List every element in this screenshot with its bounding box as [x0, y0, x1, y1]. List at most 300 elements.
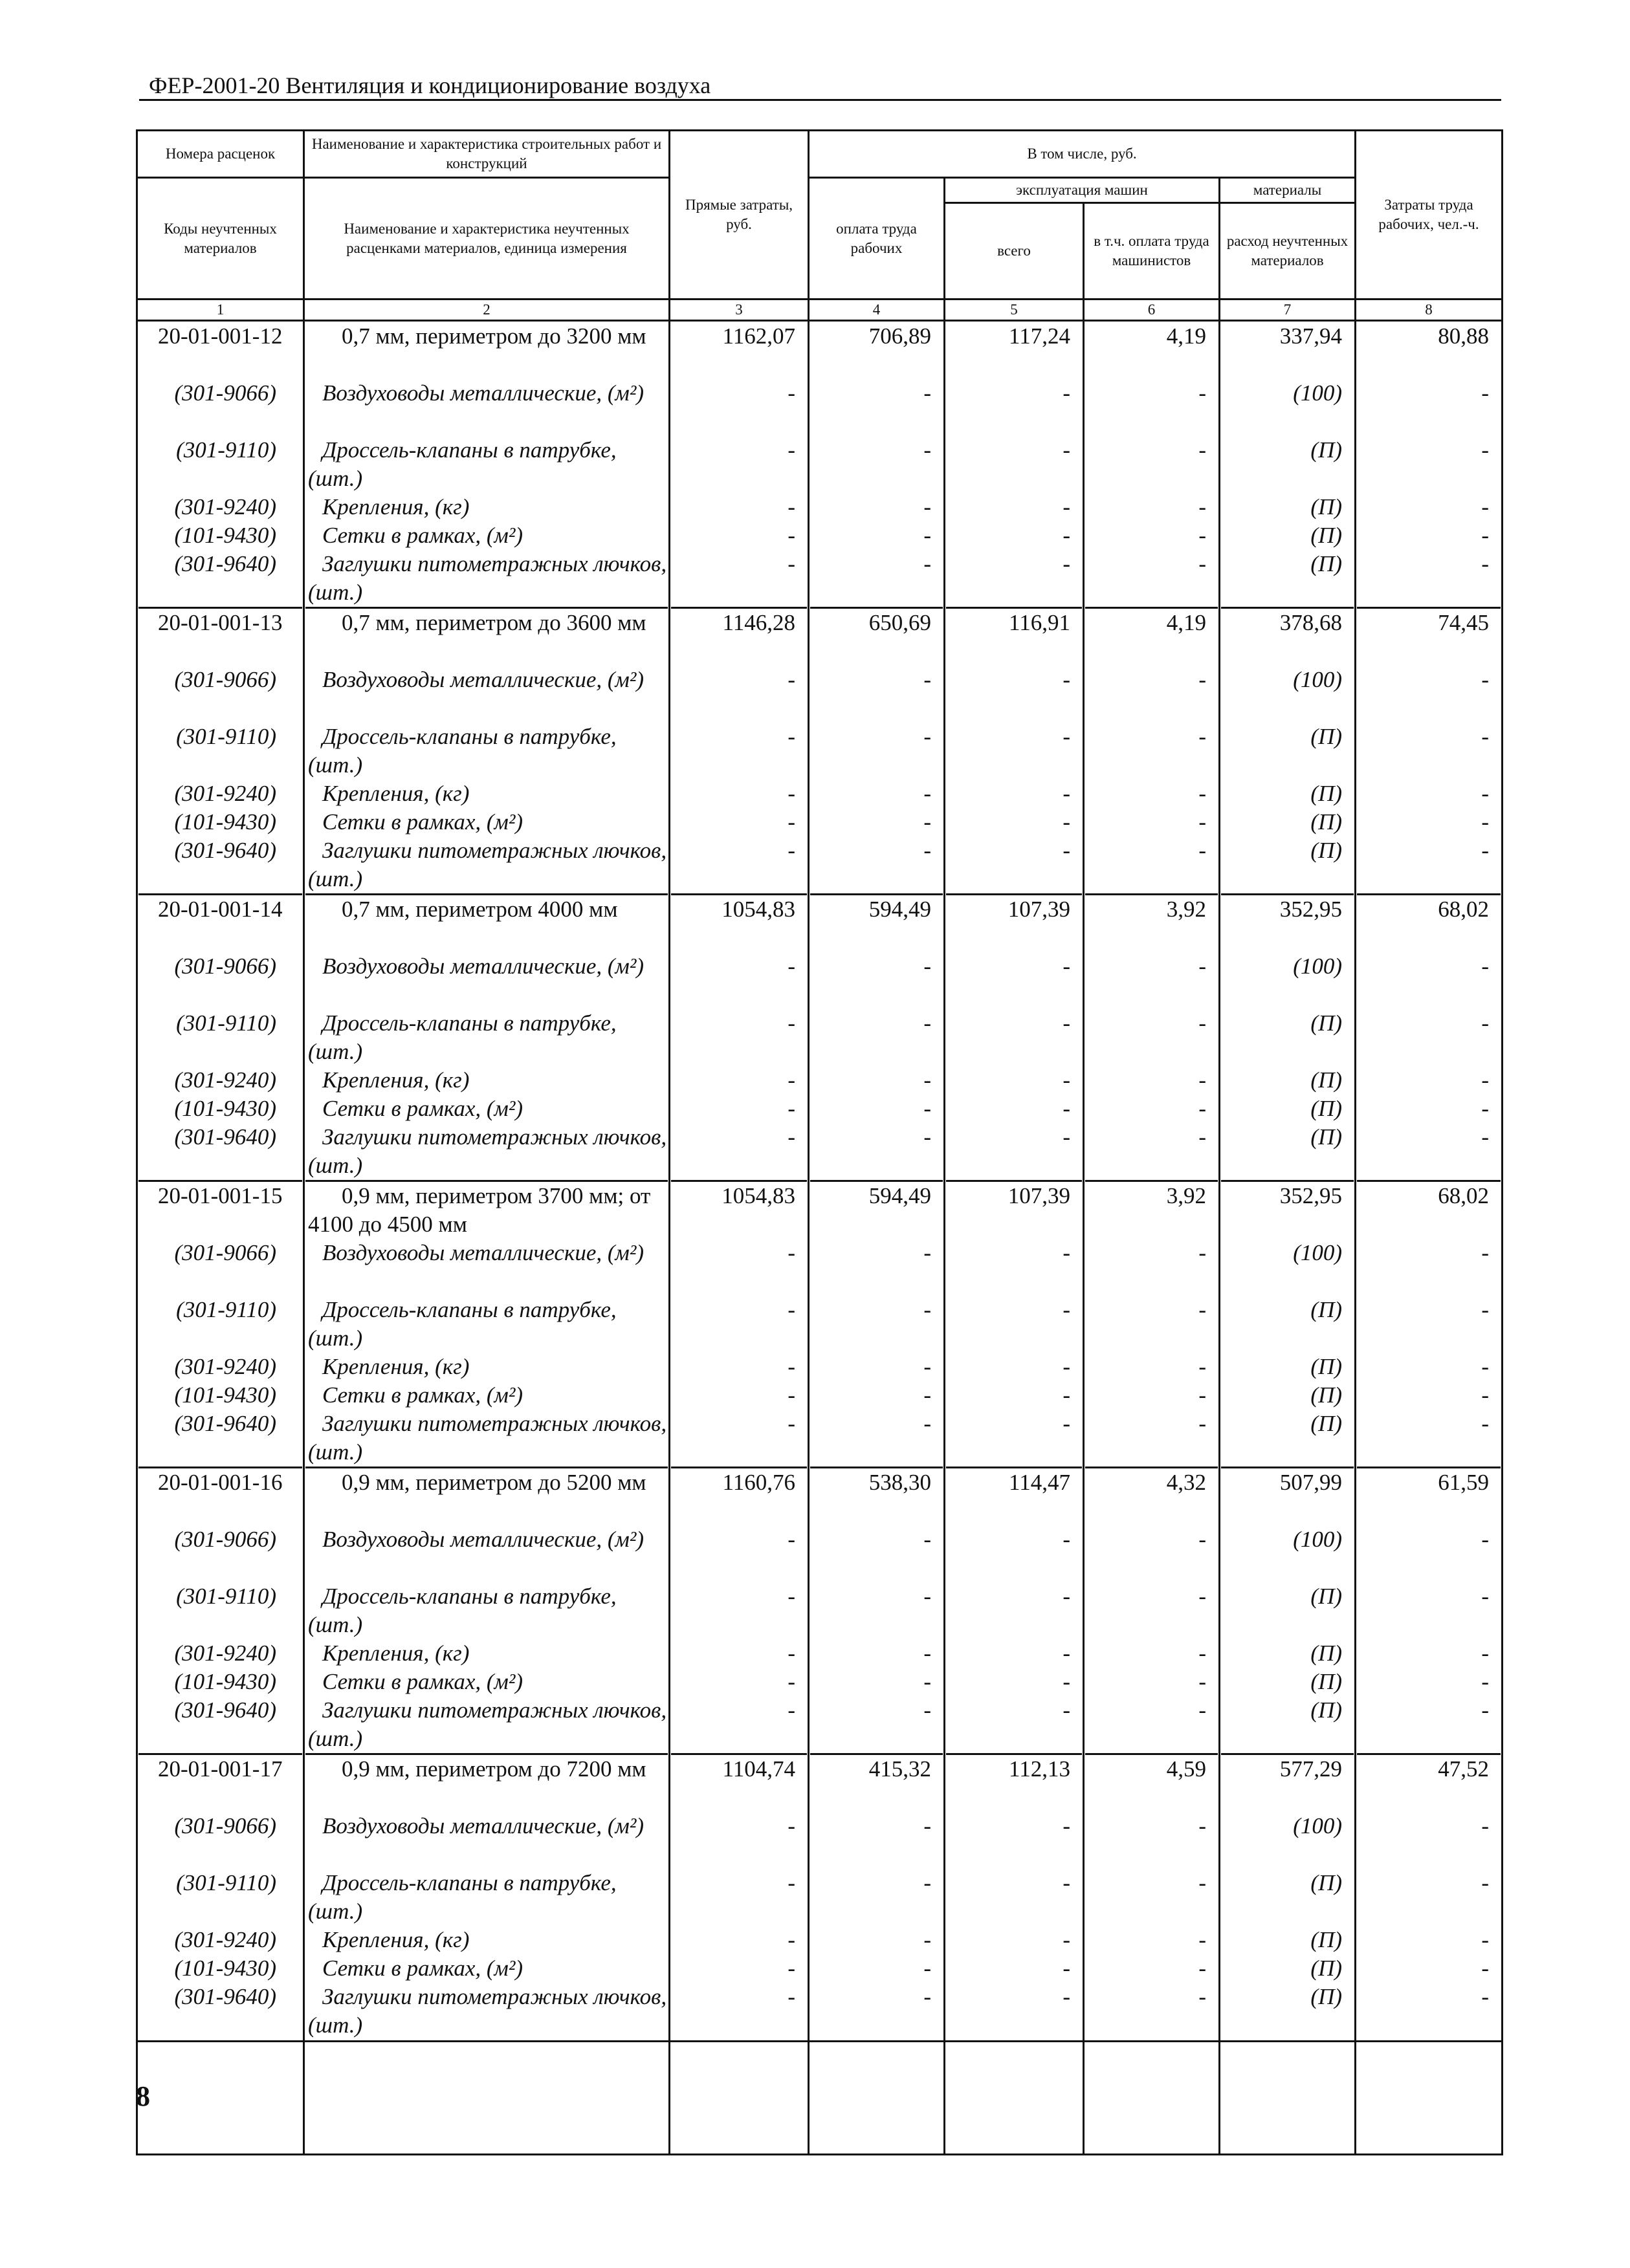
empty-value-dash: - [1063, 838, 1070, 863]
empty-value-dash: - [1481, 724, 1490, 749]
empty-value-dash: - [1198, 1096, 1206, 1121]
material-name: Воздуховоды металлические, (м²) [322, 380, 644, 406]
material-name: Заглушки питометражных лючков, (шт.) [308, 551, 667, 605]
machine-total-value: 107,39 [946, 893, 1082, 952]
material-name: Крепления, (кг) [322, 1354, 470, 1379]
direct-cost-value: 1162,07 [722, 323, 795, 349]
empty-value-dash: - [923, 380, 931, 406]
material-name: Дроссель-клапаны в патрубке, (шт.) [308, 1584, 617, 1637]
material-name: Воздуховоды металлические, (м²) [322, 1527, 644, 1552]
material-name: Сетки в рамках, (м²) [322, 1096, 523, 1121]
empty-value-dash: - [1198, 1382, 1206, 1408]
empty-value-dash: - [923, 781, 931, 806]
labor-hours-value: 68,02 [1357, 1180, 1501, 1239]
empty-value-dash: - [1481, 1382, 1490, 1408]
empty-value-dash: - [1481, 1067, 1490, 1093]
empty-value-dash: - [1063, 1010, 1070, 1036]
empty-value-dash: - [787, 1813, 795, 1838]
material-code: (301-9110) [176, 1010, 276, 1036]
empty-value-dash: - [1481, 494, 1490, 519]
empty-value-dash: - [787, 494, 795, 519]
empty-value-dash: - [923, 1527, 931, 1552]
material-name: Воздуховоды металлические, (м²) [322, 1240, 644, 1265]
material-name: Сетки в рамках, (м²) [322, 1382, 523, 1408]
material-quantity: (П) [1310, 551, 1343, 576]
material-name: Заглушки питометражных лючков, (шт.) [308, 1984, 667, 2038]
labor-pay-value: 706,89 [868, 323, 931, 349]
empty-value-dash: - [1198, 551, 1206, 576]
empty-value-dash: - [1063, 1984, 1070, 2009]
empty-value-dash: - [1063, 1067, 1070, 1093]
empty-value-dash: - [1481, 1096, 1490, 1121]
material-quantity: (П) [1310, 1382, 1343, 1408]
empty-value-dash: - [1198, 494, 1206, 519]
material-name: Воздуховоды металлические, (м²) [322, 954, 644, 979]
rate-code: 20-01-001-17 [138, 1753, 302, 1812]
empty-value-dash: - [1063, 380, 1070, 406]
work-name: 0,7 мм, периметром до 3600 мм [305, 607, 668, 666]
empty-value-dash: - [1063, 523, 1070, 548]
labor-hours-value: 61,59 [1357, 1467, 1501, 1525]
material-code: (301-9640) [174, 1411, 276, 1436]
empty-value-dash: - [1198, 1984, 1206, 2009]
empty-value-dash: - [1481, 809, 1490, 834]
empty-value-dash: - [1481, 1584, 1490, 1609]
rate-code: 20-01-001-16 [138, 1467, 302, 1525]
column-number: 2 [304, 300, 670, 321]
empty-value-dash: - [1481, 781, 1490, 806]
empty-value-dash: - [923, 1411, 931, 1436]
empty-value-dash: - [787, 1584, 795, 1609]
empty-value-dash: - [787, 1124, 795, 1150]
empty-value-dash: - [1198, 1010, 1206, 1036]
empty-value-dash: - [1063, 1096, 1070, 1121]
column-number: 7 [1220, 300, 1356, 321]
material-code: (301-9110) [176, 724, 276, 749]
machine-total-value: 117,24 [1009, 323, 1070, 349]
machine-total-column [945, 321, 1084, 2042]
rate-code: 20-01-001-15 [138, 1180, 302, 1239]
empty-value-dash: - [923, 1813, 931, 1838]
empty-value-dash: - [1481, 954, 1490, 979]
direct-cost-value: 1146,28 [671, 607, 807, 666]
empty-value-dash: - [1481, 1527, 1490, 1552]
empty-value-dash: - [1198, 1527, 1206, 1552]
labor-pay-value: 538,30 [810, 1467, 943, 1525]
material-quantity: (П) [1310, 1927, 1343, 1952]
empty-value-dash: - [1198, 809, 1206, 834]
empty-value-dash: - [1198, 1354, 1206, 1379]
materials-column [1220, 321, 1356, 2042]
material-quantity: (100) [1293, 380, 1343, 406]
empty-value-dash: - [1198, 1669, 1206, 1694]
material-code: (101-9430) [174, 523, 276, 548]
material-name: Крепления, (кг) [322, 781, 470, 806]
empty-value-dash: - [1481, 1411, 1490, 1436]
material-code: (301-9066) [174, 1527, 276, 1552]
material-name: Дроссель-клапаны в патрубке, (шт.) [308, 724, 617, 778]
empty-value-dash: - [923, 1096, 931, 1121]
material-name: Воздуховоды металлические, (м²) [322, 667, 644, 692]
header-machine-total: всего [945, 203, 1084, 300]
empty-value-dash: - [1063, 809, 1070, 834]
header-machine-operation: эксплуатация машин [945, 178, 1220, 203]
empty-value-dash: - [1198, 380, 1206, 406]
empty-value-dash: - [1198, 1813, 1206, 1838]
work-names-column [304, 321, 670, 2042]
material-code: (301-9066) [174, 1813, 276, 1838]
empty-value-dash: - [787, 1096, 795, 1121]
empty-value-dash: - [923, 1354, 931, 1379]
empty-value-dash: - [923, 1067, 931, 1093]
direct-cost-value: 1160,76 [671, 1467, 807, 1525]
empty-value-dash: - [787, 781, 795, 806]
empty-value-dash: - [787, 1641, 795, 1666]
empty-value-dash: - [1481, 523, 1490, 548]
rate-code: 20-01-001-12 [158, 323, 283, 349]
empty-value-dash: - [1063, 437, 1070, 463]
material-code: (301-9240) [174, 1354, 276, 1379]
empty-value-dash: - [1063, 1697, 1070, 1723]
header-material-name: Наименование и характеристика неучтенных расценками материалов, единица измерения [304, 178, 670, 300]
empty-value-dash: - [787, 954, 795, 979]
empty-value-dash: - [787, 838, 795, 863]
material-code: (301-9640) [174, 551, 276, 576]
material-code: (301-9110) [176, 437, 276, 463]
empty-value-dash: - [1063, 1641, 1070, 1666]
empty-value-dash: - [787, 1067, 795, 1093]
material-name: Дроссель-клапаны в патрубке, (шт.) [308, 1870, 617, 1924]
document-header: ФЕР-2001-20 Вентиляция и кондиционирование воздуха [149, 72, 711, 98]
machine-total-value: 107,39 [946, 1180, 1082, 1239]
empty-value-dash: - [1481, 1669, 1490, 1694]
empty-value-dash: - [1198, 1584, 1206, 1609]
material-quantity: (П) [1310, 724, 1343, 749]
empty-value-dash: - [1481, 838, 1490, 863]
material-quantity: (П) [1310, 1956, 1343, 1981]
header-direct-costs: Прямые затраты, руб. [670, 131, 809, 300]
empty-value-dash: - [1063, 954, 1070, 979]
materials-value: 378,68 [1221, 607, 1354, 666]
machinist-pay-value: 4,19 [1085, 607, 1218, 666]
empty-value-dash: - [1198, 1641, 1206, 1666]
empty-value-dash: - [923, 523, 931, 548]
empty-value-dash: - [1063, 667, 1070, 692]
empty-value-dash: - [1198, 781, 1206, 806]
material-code: (301-9240) [174, 1641, 276, 1666]
machine-total-value: 112,13 [946, 1753, 1082, 1812]
material-name: Крепления, (кг) [322, 1641, 470, 1666]
empty-value-dash: - [1481, 380, 1490, 406]
material-quantity: (П) [1310, 1641, 1343, 1666]
empty-value-dash: - [1198, 1124, 1206, 1150]
empty-value-dash: - [923, 1382, 931, 1408]
empty-value-dash: - [787, 1240, 795, 1265]
materials-value: 507,99 [1221, 1467, 1354, 1525]
material-quantity: (П) [1310, 1124, 1343, 1150]
empty-value-dash: - [1198, 523, 1206, 548]
material-name: Заглушки питометражных лючков, (шт.) [308, 1411, 667, 1465]
empty-value-dash: - [1481, 1697, 1490, 1723]
empty-value-dash: - [1063, 1240, 1070, 1265]
machine-total-value: 116,91 [946, 607, 1082, 666]
material-quantity: (П) [1310, 1870, 1343, 1895]
material-name: Сетки в рамках, (м²) [322, 1669, 523, 1694]
material-name: Крепления, (кг) [322, 494, 470, 519]
empty-value-dash: - [1481, 667, 1490, 692]
column-number: 8 [1356, 300, 1503, 321]
material-quantity: (П) [1310, 494, 1343, 519]
labor-pay-column [809, 321, 945, 2042]
empty-value-dash: - [787, 1697, 795, 1723]
empty-value-dash: - [1481, 437, 1490, 463]
empty-value-dash: - [923, 1240, 931, 1265]
header-machinist-pay: в т.ч. оплата труда машинистов [1084, 203, 1220, 300]
empty-value-dash: - [923, 1697, 931, 1723]
material-name: Сетки в рамках, (м²) [322, 523, 523, 548]
material-name: Дроссель-клапаны в патрубке, (шт.) [308, 1010, 617, 1064]
header-labor-pay: оплата труда рабочих [809, 178, 945, 300]
material-quantity: (П) [1310, 1984, 1343, 2009]
empty-value-dash: - [1063, 781, 1070, 806]
empty-value-dash: - [787, 1382, 795, 1408]
empty-value-dash: - [787, 1927, 795, 1952]
empty-value-dash: - [1063, 1382, 1070, 1408]
material-quantity: (П) [1310, 1067, 1343, 1093]
table-body-row [137, 321, 1503, 2042]
labor-hours-value: 68,02 [1357, 893, 1501, 952]
material-code: (101-9430) [174, 809, 276, 834]
empty-value-dash: - [923, 1010, 931, 1036]
empty-value-dash: - [787, 1956, 795, 1981]
empty-value-dash: - [923, 1641, 931, 1666]
work-name: 0,7 мм, периметром до 3200 мм [342, 323, 646, 349]
material-code: (301-9110) [176, 1584, 276, 1609]
empty-value-dash: - [1481, 1870, 1490, 1895]
page-number: 8 [136, 2080, 150, 2112]
empty-value-dash: - [787, 380, 795, 406]
empty-value-dash: - [1063, 724, 1070, 749]
empty-value-dash: - [1198, 667, 1206, 692]
machinist-pay-value: 4,32 [1085, 1467, 1218, 1525]
empty-value-dash: - [1481, 551, 1490, 576]
empty-value-dash: - [1198, 838, 1206, 863]
empty-value-dash: - [1063, 1956, 1070, 1981]
empty-value-dash: - [1481, 1927, 1490, 1952]
empty-value-dash: - [1198, 1956, 1206, 1981]
header-including: В том числе, руб. [809, 131, 1356, 178]
materials-value: 352,95 [1221, 1180, 1354, 1239]
material-name: Крепления, (кг) [322, 1067, 470, 1093]
material-code: (101-9430) [174, 1669, 276, 1694]
header-work-name: Наименование и характеристика строительных работ и конструкций [304, 131, 670, 178]
materials-value: 577,29 [1221, 1753, 1354, 1812]
empty-value-dash: - [1481, 1813, 1490, 1838]
empty-value-dash: - [1063, 494, 1070, 519]
material-quantity: (П) [1310, 1411, 1343, 1436]
empty-value-dash: - [787, 523, 795, 548]
empty-value-dash: - [923, 954, 931, 979]
empty-value-dash: - [1063, 1297, 1070, 1322]
material-quantity: (100) [1293, 1240, 1343, 1265]
direct-cost-value: 1054,83 [671, 893, 807, 952]
column-number: 5 [945, 300, 1084, 321]
empty-value-dash: - [787, 551, 795, 576]
empty-value-dash: - [1481, 1956, 1490, 1981]
empty-value-dash: - [787, 1411, 795, 1436]
material-quantity: (П) [1310, 781, 1343, 806]
column-number: 1 [137, 300, 304, 321]
labor-hours-column [1356, 321, 1503, 2042]
material-quantity: (100) [1293, 1813, 1343, 1838]
empty-value-dash: - [923, 724, 931, 749]
rate-codes-column [137, 321, 304, 2042]
empty-value-dash: - [1063, 1870, 1070, 1895]
rates-table [136, 129, 1503, 2155]
material-quantity: (П) [1310, 1584, 1343, 1609]
material-quantity: (П) [1310, 437, 1343, 463]
material-quantity: (П) [1310, 1354, 1343, 1379]
empty-value-dash: - [1063, 1124, 1070, 1150]
machinist-pay-value: 3,92 [1085, 1180, 1218, 1239]
material-code: (301-9640) [174, 838, 276, 863]
empty-value-dash: - [1198, 724, 1206, 749]
labor-hours-value: 74,45 [1357, 607, 1501, 666]
material-quantity: (П) [1310, 1010, 1343, 1036]
material-name: Воздуховоды металлические, (м²) [322, 1813, 644, 1838]
empty-value-dash: - [1481, 1010, 1490, 1036]
material-quantity: (П) [1310, 1096, 1343, 1121]
empty-value-dash: - [1198, 1870, 1206, 1895]
material-code: (301-9066) [174, 1240, 276, 1265]
material-code: (101-9430) [174, 1096, 276, 1121]
header-rate-numbers: Номера расценок [137, 131, 304, 178]
header-labor-costs: Затраты труда рабочих, чел.-ч. [1356, 131, 1503, 300]
material-name: Дроссель-клапаны в патрубке, (шт.) [308, 1297, 617, 1351]
empty-value-dash: - [1198, 1927, 1206, 1952]
material-quantity: (П) [1310, 1669, 1343, 1694]
material-code: (301-9110) [176, 1870, 276, 1895]
empty-value-dash: - [923, 1927, 931, 1952]
rate-code: 20-01-001-14 [138, 893, 302, 952]
empty-value-dash: - [1198, 1697, 1206, 1723]
machinist-pay-value: 4,19 [1166, 323, 1206, 349]
work-name: 0,7 мм, периметром 4000 мм [305, 893, 668, 952]
material-quantity: (П) [1310, 838, 1343, 863]
direct-costs-column [670, 321, 809, 2042]
material-code: (301-9066) [174, 380, 276, 406]
empty-value-dash: - [1063, 1527, 1070, 1552]
work-name: 0,9 мм, периметром до 7200 мм [305, 1753, 668, 1812]
table-filler-row [137, 2042, 1503, 2155]
material-name: Дроссель-клапаны в патрубке, (шт.) [308, 437, 617, 491]
material-name: Сетки в рамках, (м²) [322, 809, 523, 834]
labor-hours-value: 47,52 [1357, 1753, 1501, 1812]
empty-value-dash: - [787, 724, 795, 749]
material-name: Заглушки питометражных лючков, (шт.) [308, 1124, 667, 1178]
empty-value-dash: - [787, 1870, 795, 1895]
empty-value-dash: - [923, 437, 931, 463]
labor-pay-value: 594,49 [810, 1180, 943, 1239]
material-code: (301-9110) [176, 1297, 276, 1322]
empty-value-dash: - [787, 809, 795, 834]
empty-value-dash: - [1198, 437, 1206, 463]
empty-value-dash: - [1198, 954, 1206, 979]
material-quantity: (100) [1293, 667, 1343, 692]
material-code: (301-9640) [174, 1984, 276, 2009]
empty-value-dash: - [923, 1124, 931, 1150]
empty-value-dash: - [923, 1669, 931, 1694]
empty-value-dash: - [1481, 1240, 1490, 1265]
material-quantity: (П) [1310, 809, 1343, 834]
material-quantity: (П) [1310, 523, 1343, 548]
empty-value-dash: - [1063, 551, 1070, 576]
empty-value-dash: - [787, 667, 795, 692]
material-quantity: (100) [1293, 954, 1343, 979]
empty-value-dash: - [923, 809, 931, 834]
material-code: (301-9240) [174, 494, 276, 519]
empty-value-dash: - [923, 667, 931, 692]
empty-value-dash: - [1481, 1297, 1490, 1322]
work-name: 0,9 мм, периметром 3700 мм; от 4100 до 4500 мм [305, 1180, 668, 1239]
empty-value-dash: - [923, 838, 931, 863]
column-number: 4 [809, 300, 945, 321]
machinist-pay-value: 3,92 [1085, 893, 1218, 952]
material-code: (301-9066) [174, 667, 276, 692]
material-quantity: (П) [1310, 1697, 1343, 1723]
empty-value-dash: - [1198, 1411, 1206, 1436]
material-code: (301-9240) [174, 1927, 276, 1952]
empty-value-dash: - [787, 1354, 795, 1379]
material-name: Крепления, (кг) [322, 1927, 470, 1952]
empty-value-dash: - [1198, 1067, 1206, 1093]
material-name: Заглушки питометражных лючков, (шт.) [308, 838, 667, 891]
header-materials-consumption: расход неучтенных материалов [1220, 203, 1356, 300]
direct-cost-value: 1054,83 [671, 1180, 807, 1239]
empty-value-dash: - [1198, 1240, 1206, 1265]
material-quantity: (П) [1310, 1297, 1343, 1322]
empty-value-dash: - [787, 437, 795, 463]
material-code: (301-9240) [174, 781, 276, 806]
empty-value-dash: - [787, 1984, 795, 2009]
empty-value-dash: - [1063, 1354, 1070, 1379]
empty-value-dash: - [1481, 1641, 1490, 1666]
material-name: Сетки в рамках, (м²) [322, 1956, 523, 1981]
rate-code: 20-01-001-13 [138, 607, 302, 666]
header-rule [139, 99, 1501, 101]
empty-value-dash: - [923, 494, 931, 519]
empty-value-dash: - [787, 1010, 795, 1036]
empty-value-dash: - [1063, 1927, 1070, 1952]
materials-value: 337,94 [1279, 323, 1343, 349]
empty-value-dash: - [923, 551, 931, 576]
material-name: Заглушки питометражных лючков, (шт.) [308, 1697, 667, 1751]
empty-value-dash: - [923, 1584, 931, 1609]
empty-value-dash: - [923, 1870, 931, 1895]
direct-cost-value: 1104,74 [671, 1753, 807, 1812]
empty-value-dash: - [1198, 1297, 1206, 1322]
empty-value-dash: - [923, 1297, 931, 1322]
machinist-pay-column [1084, 321, 1220, 2042]
labor-hours-value: 80,88 [1438, 323, 1490, 349]
empty-value-dash: - [787, 1527, 795, 1552]
empty-value-dash: - [923, 1984, 931, 2009]
empty-value-dash: - [1063, 1669, 1070, 1694]
column-number: 6 [1084, 300, 1220, 321]
empty-value-dash: - [923, 1956, 931, 1981]
material-quantity: (100) [1293, 1527, 1343, 1552]
machinist-pay-value: 4,59 [1085, 1753, 1218, 1812]
